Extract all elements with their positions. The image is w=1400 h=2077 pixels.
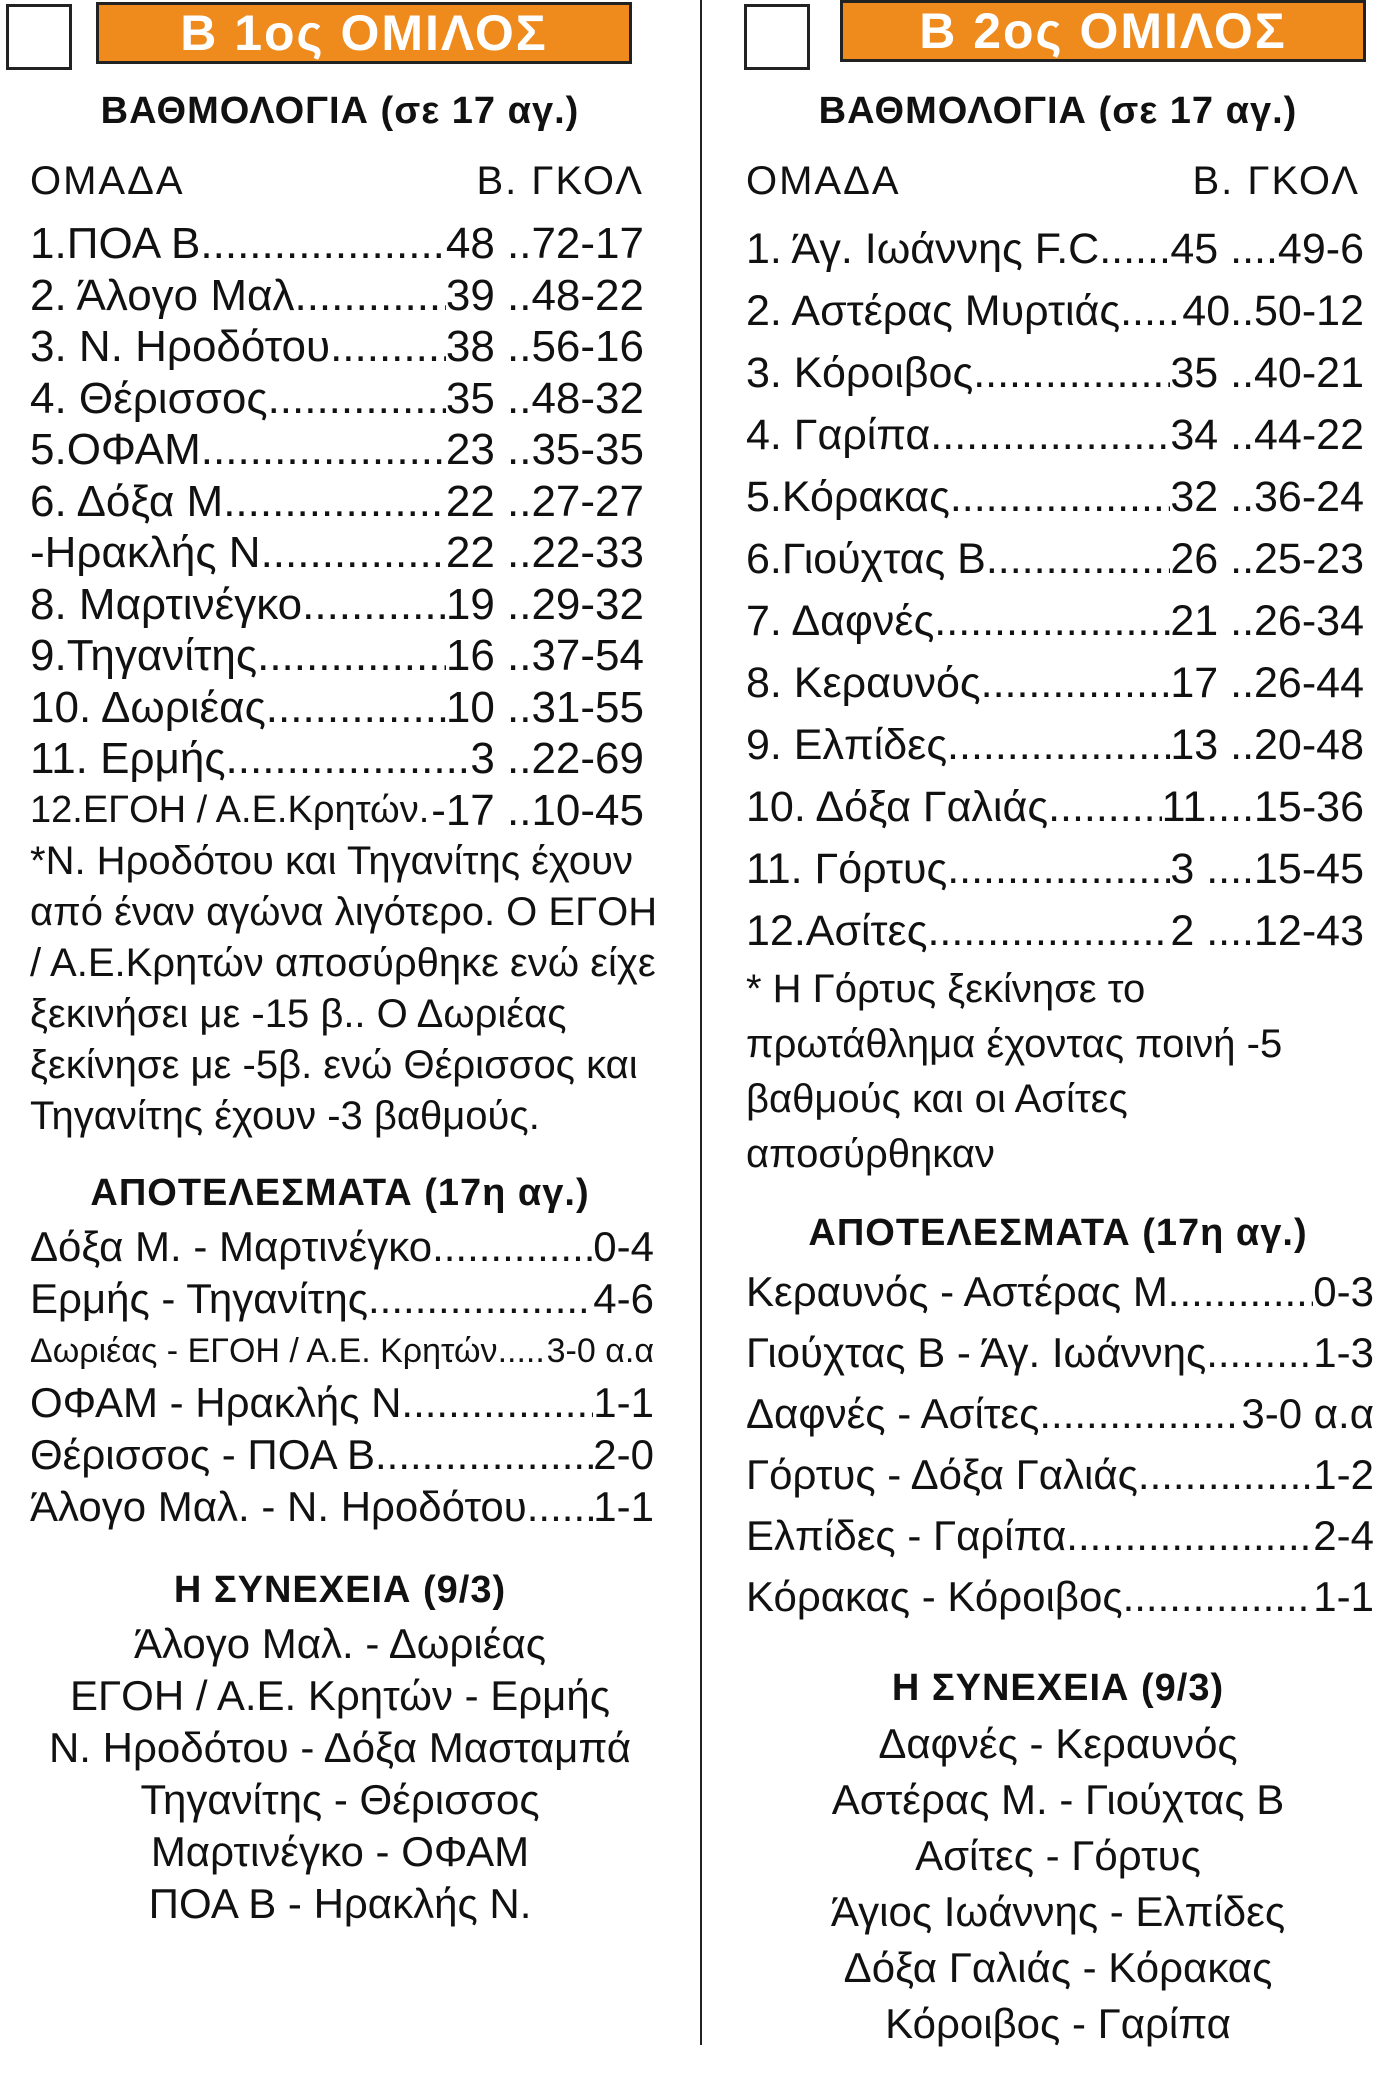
result-row: Κεραυνός - Αστέρας Μ. ..... 0-3 xyxy=(716,1261,1400,1322)
fixture-item: Άλογο Μαλ. - Δωριέας xyxy=(133,1620,547,1667)
standings-row: 6.Γιούχτας Β ..... 26 ..25-23 xyxy=(746,528,1364,590)
fixture-item: Κόροιβος - Γαρίπα xyxy=(885,2000,1231,2047)
group-2-column xyxy=(716,0,1400,2052)
standings-column-header xyxy=(0,139,680,218)
group-1-column xyxy=(0,0,680,1930)
header-checkbox xyxy=(6,4,72,70)
next-fixtures-title: Η ΣΥΝΕΧΕΙΑ (9/3) xyxy=(173,1569,507,1611)
result-row: Δωριέας - ΕΓΟΗ / Α.Ε. Κρητών ..... 3-0 α.α xyxy=(0,1325,680,1377)
column-divider xyxy=(700,0,702,2045)
group-1-title: Β 1ος ΟΜΙΛΟΣ xyxy=(96,2,632,64)
standings-list xyxy=(716,218,1400,962)
fixture-item: Δόξα Γαλιάς - Κόρακας xyxy=(843,1944,1273,1991)
result-row: Θέρισσος - ΠΟΑ Β. ..... 2-0 xyxy=(0,1429,680,1481)
result-row: Δαφνές - Ασίτες ..... 3-0 α.α xyxy=(716,1383,1400,1444)
result-row: Κόρακας - Κόροιβος ..... 1-1 xyxy=(716,1566,1400,1627)
result-row: Ελπίδες - Γαρίπα ..... 2-4 xyxy=(716,1505,1400,1566)
results-title: ΑΠΟΤΕΛΕΣΜΑΤΑ (17η αγ.) xyxy=(808,1212,1308,1254)
header-checkbox xyxy=(744,4,810,70)
standings-row: 2. Άλογο Μαλ. ..... 39 ..48-22 xyxy=(30,270,644,322)
result-row: ΟΦΑΜ - Ηρακλής Ν. ..... 1-1 xyxy=(0,1377,680,1429)
fixture-item: Μαρτινέγκο - ΟΦΑΜ xyxy=(150,1828,530,1875)
result-row: Γόρτυς - Δόξα Γαλιάς ..... 1-2 xyxy=(716,1444,1400,1505)
col-team-label: ΟΜΑΔΑ xyxy=(746,159,901,203)
fixture-item: Δαφνές - Κεραυνός xyxy=(878,1720,1238,1767)
fixture-item: Ν. Ηροδότου - Δόξα Μασταμπά xyxy=(48,1724,632,1771)
fixture-item: ΕΓΟΗ / Α.Ε. Κρητών - Ερμής xyxy=(70,1672,610,1719)
standings-row: 5.Κόρακας ..... 32 ..36-24 xyxy=(746,466,1364,528)
results-list xyxy=(0,1221,680,1533)
result-row: Άλογο Μαλ. - Ν. Ηροδότου ..... 1-1 xyxy=(0,1481,680,1533)
results-list xyxy=(716,1261,1400,1627)
standings-title: ΒΑΘΜΟΛΟΓΙΑ (σε 17 αγ.) xyxy=(818,90,1298,132)
standings-row: 8. Μαρτινέγκο ..... 19 ..29-32 xyxy=(30,579,644,631)
standings-row: 12.ΕΓΟΗ / Α.Ε.Κρητών. ..... -17 ..10-45 xyxy=(30,785,644,837)
fixture-item: ΠΟΑ Β - Ηρακλής Ν. xyxy=(148,1880,532,1927)
standings-row: 4. Θέρισσος ..... 35 ..48-32 xyxy=(30,373,644,425)
group-2-title: Β 2ος ΟΜΙΛΟΣ xyxy=(840,0,1366,62)
standings-row: 8. Κεραυνός ..... 17 ..26-44 xyxy=(746,652,1364,714)
standings-row: 11. Ερμής ..... 3 ..22-69 xyxy=(30,733,644,785)
standings-row: 11. Γόρτυς ..... 3 ....15-45 xyxy=(746,838,1364,900)
standings-row: 12.Ασίτες ..... 2 ....12-43 xyxy=(746,900,1364,962)
standings-list xyxy=(0,218,680,836)
result-row: Δόξα Μ. - Μαρτινέγκο ..... 0-4 xyxy=(0,1221,680,1273)
standings-row: 1.ΠΟΑ Β ..... 48 ..72-17 xyxy=(30,218,644,270)
standings-row: 6. Δόξα Μ. ..... 22 ..27-27 xyxy=(30,476,644,528)
group-2-header xyxy=(716,0,1400,76)
standings-row: 9. Ελπίδες ..... 13 ..20-48 xyxy=(746,714,1364,776)
standings-row: -Ηρακλής Ν. ..... 22 ..22-33 xyxy=(30,527,644,579)
standings-row: 1. Άγ. Ιωάννης F.C ..... 45 ....49-6 xyxy=(746,218,1364,280)
col-team-label: ΟΜΑΔΑ xyxy=(30,159,185,203)
fixture-item: Τηγανίτης - Θέρισσος xyxy=(140,1776,540,1823)
standings-row: 5.ΟΦΑΜ ..... 23 ..35-35 xyxy=(30,424,644,476)
standings-row: 4. Γαρίπα ..... 34 ..44-22 xyxy=(746,404,1364,466)
standings-column-header xyxy=(716,139,1400,218)
standings-row: 9.Τηγανίτης ..... 16 ..37-54 xyxy=(30,630,644,682)
standings-row: 3. Κόροιβος ..... 35 ..40-21 xyxy=(746,342,1364,404)
fixture-item: Αστέρας Μ. - Γιούχτας Β xyxy=(831,1776,1285,1823)
standings-title: ΒΑΘΜΟΛΟΓΙΑ (σε 17 αγ.) xyxy=(100,90,580,132)
next-fixtures-list xyxy=(0,1618,680,1930)
fixture-item: Άγιος Ιωάννης - Ελπίδες xyxy=(830,1888,1286,1935)
fixture-item: Ασίτες - Γόρτυς xyxy=(915,1832,1201,1879)
next-fixtures-title: Η ΣΥΝΕΧΕΙΑ (9/3) xyxy=(891,1667,1225,1709)
group-1-header xyxy=(0,0,680,76)
result-row: Γιούχτας Β - Άγ. Ιωάννης ..... 1-3 xyxy=(716,1322,1400,1383)
standings-row: 2. Αστέρας Μυρτιάς ..... 40..50-12 xyxy=(746,280,1364,342)
standings-note: * Η Γόρτυς ξεκίνησε το πρωτάθλημα έχοντας ποινή -5 βαθμούς και οι Ασίτες αποσύρθηκαν xyxy=(746,967,1283,1176)
standings-row: 10. Δόξα Γαλιάς ..... 11....15-36 xyxy=(746,776,1364,838)
standings-row: 3. Ν. Ηροδότου ..... 38 ..56-16 xyxy=(30,321,644,373)
results-title: ΑΠΟΤΕΛΕΣΜΑΤΑ (17η αγ.) xyxy=(90,1172,590,1214)
col-points-goals-label: Β. ΓΚΟΛ xyxy=(476,159,644,203)
result-row: Ερμής - Τηγανίτης ..... 4-6 xyxy=(0,1273,680,1325)
next-fixtures-list xyxy=(716,1716,1400,2052)
col-points-goals-label: Β. ΓΚΟΛ xyxy=(1192,159,1360,203)
standings-row: 7. Δαφνές ..... 21 ..26-34 xyxy=(746,590,1364,652)
standings-note: *Ν. Ηροδότου και Τηγανίτης έχουν από έναν αγώνα λιγότερο. Ο ΕΓΟΗ / Α.Ε.Κρητών αποσύρθηκε ενώ είχε ξεκινήσει με -15 β.. Ο Δωριέας ξεκίνησε με -5β. ενώ Θέρισσος και Τηγανίτης έχουν -3 βαθμούς. xyxy=(30,839,658,1138)
standings-row: 10. Δωριέας ..... 10 ..31-55 xyxy=(30,682,644,734)
